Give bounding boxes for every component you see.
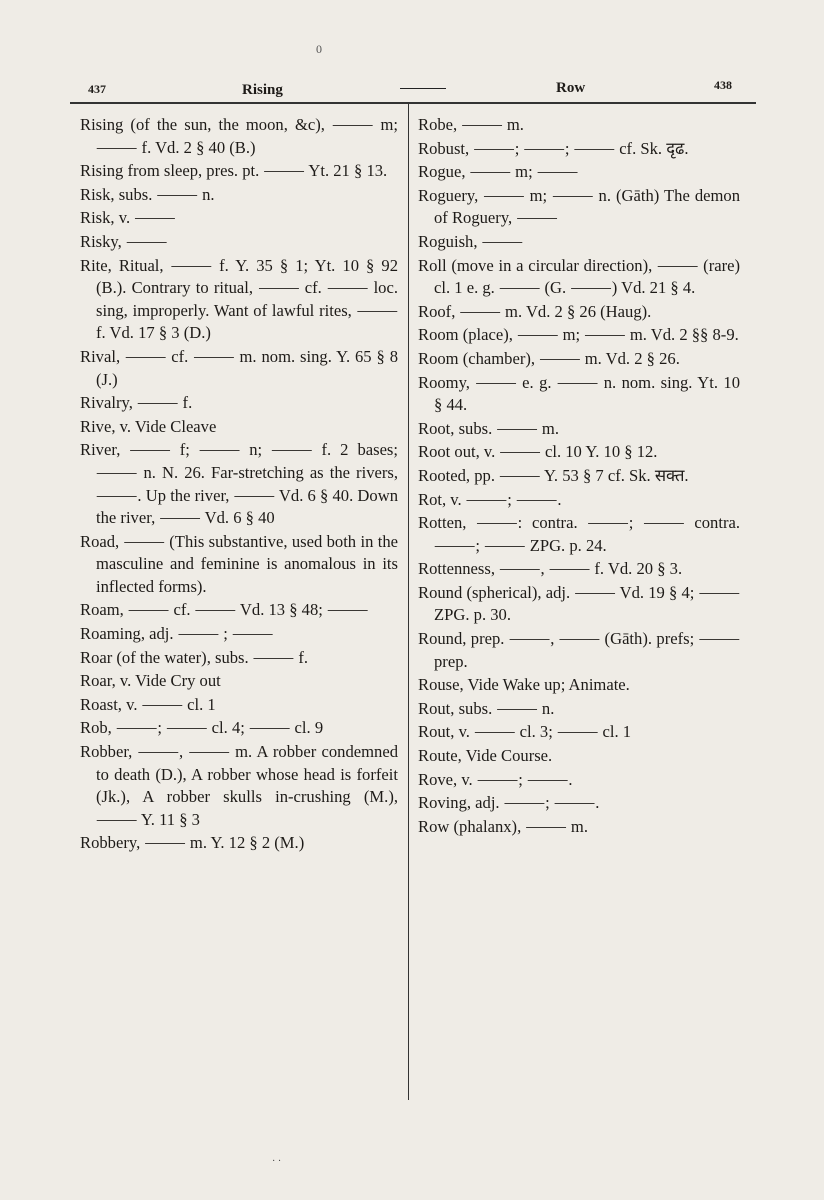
entry-roguery: Roguery, ⸻ m; ⸻ n. (Gāth) The demon of Roguery, ⸻: [418, 185, 740, 228]
entry-rouse: Rouse, Vide Wake up; Animate.: [418, 675, 630, 695]
left-column: [80, 114, 398, 856]
running-header: [70, 72, 754, 102]
entry-rot: Rot, v. ⸻; ⸻.: [418, 489, 562, 509]
guide-word-left: Rising: [242, 82, 283, 98]
entry-rising: Rising (of the sun, the moon, &c), ⸻ m; ⸻ f. Vd. 2 § 40 (B.): [80, 115, 398, 157]
top-page-mark: 0: [316, 42, 322, 56]
entry-roast: Roast, v. ⸻ cl. 1: [80, 694, 216, 714]
entry-rotten: Rotten, ⸻: contra. ⸻; ⸻ contra. ⸻; ⸻ ZPG. p. 24.: [418, 513, 740, 555]
entry-round-adj: Round (spherical), adj. ⸻ Vd. 19 § 4; ⸻ ZPG. p. 30.: [418, 582, 740, 625]
entry-rogue: Rogue, ⸻ m; ⸻: [418, 162, 579, 182]
entry-roof: Roof, ⸻ m. Vd. 2 § 26 (Haug).: [418, 301, 652, 321]
page-number-right: 438: [714, 78, 732, 92]
entry-round-prep: Round, prep. ⸻, ⸻ (Gāth). prefs; ⸻ prep.: [418, 629, 740, 671]
guide-word-right: Row: [556, 80, 586, 96]
entry-road: Road, ⸻ (This substantive, used both in the masculine and feminine is anomalous in its inflected forms).: [80, 531, 398, 596]
entry-risky: Risky, ⸻: [80, 231, 168, 251]
entry-rob: Rob, ⸻; ⸻ cl. 4; ⸻ cl. 9: [80, 718, 324, 738]
entry-row: Row (phalanx), ⸻ m.: [418, 816, 588, 836]
entry-robber: Robber, ⸻, ⸻ m. A robber condemned to death (D.), A robber whose head is forfeit (Jk.), A robber skulls in-crushing (M.), ⸻ Y. 11 § 3: [80, 742, 398, 829]
entry-root-out: Root out, v. ⸻ cl. 10 Y. 10 § 12.: [418, 442, 658, 462]
entry-rove: Rove, v. ⸻; ⸻.: [418, 769, 573, 789]
entry-robust: Robust, ⸻; ⸻; ⸻ cf. Sk. दृढ.: [418, 138, 689, 158]
entry-room-place: Room (place), ⸻ m; ⸻ m. Vd. 2 §§ 8-9.: [418, 325, 739, 345]
entry-route: Route, Vide Course.: [418, 746, 553, 766]
column-divider: [408, 104, 409, 1100]
header-dash: [400, 88, 446, 89]
entry-roam: Roam, ⸻ cf. ⸻ Vd. 13 § 48; ⸻: [80, 600, 369, 620]
entry-rout-v: Rout, v. ⸻ cl. 3; ⸻ cl. 1: [418, 722, 632, 742]
entry-roaming: Roaming, adj. ⸻ ; ⸻: [80, 624, 274, 644]
entry-rising-from-sleep: Rising from sleep, pres. pt. ⸻ Yt. 21 § 13.: [80, 161, 388, 181]
entry-rooted: Rooted, pp. ⸻ Y. 53 § 7 cf. Sk. सक्त.: [418, 465, 689, 485]
entry-rivalry: Rivalry, ⸻ f.: [80, 393, 193, 413]
entry-rival: Rival, ⸻ cf. ⸻ m. nom. sing. Y. 65 § 8 (J.): [80, 346, 398, 389]
entry-rout-subs: Rout, subs. ⸻ n.: [418, 698, 555, 718]
page-number-left: 437: [88, 82, 106, 96]
entry-roll: Roll (move in a circular direction), ⸻ (rare) cl. 1 e. g. ⸻ (G. ⸻) Vd. 21 § 4.: [418, 255, 740, 298]
entry-room-chamber: Room (chamber), ⸻ m. Vd. 2 § 26.: [418, 348, 680, 368]
entry-robbery: Robbery, ⸻ m. Y. 12 § 2 (M.): [80, 833, 305, 853]
entry-roguish: Roguish, ⸻: [418, 231, 524, 251]
entry-roar-v: Roar, v. Vide Cry out: [80, 671, 221, 691]
entry-river: River, ⸻ f; ⸻ n; ⸻ f. 2 bases; ⸻ n. N. 26. Far-stretching as the rivers, ⸻. Up the river, ⸻ Vd. 6 § 40. Down the river, ⸻ Vd. 6 § 40: [80, 440, 398, 528]
entry-rive: Rive, v. Vide Cleave: [80, 416, 217, 436]
entry-risk-v: Risk, v. ⸻: [80, 208, 176, 228]
bottom-page-mark: · ·: [272, 1156, 282, 1167]
entry-roar-subs: Roar (of the water), subs. ⸻ f.: [80, 647, 309, 667]
entry-rite: Rite, Ritual, ⸻ f. Y. 35 § 1; Yt. 10 § 92 (B.). Contrary to ritual, ⸻ cf. ⸻ loc. sing, improperly. Want of lawful rites, ⸻ f. Vd. 17 § 3 (D.): [80, 255, 398, 343]
entry-risk-subs: Risk, subs. ⸻ n.: [80, 184, 215, 204]
entry-rottenness: Rottenness, ⸻, ⸻ f. Vd. 20 § 3.: [418, 559, 683, 579]
entry-roomy: Roomy, ⸻ e. g. ⸻ n. nom. sing. Yt. 10 § 44.: [418, 372, 740, 415]
right-column: [418, 114, 740, 839]
header-rule: [70, 102, 756, 104]
entry-root: Root, subs. ⸻ m.: [418, 418, 559, 438]
entry-robe: Robe, ⸻ m.: [418, 115, 524, 134]
entry-roving: Roving, adj. ⸻; ⸻.: [418, 793, 600, 813]
